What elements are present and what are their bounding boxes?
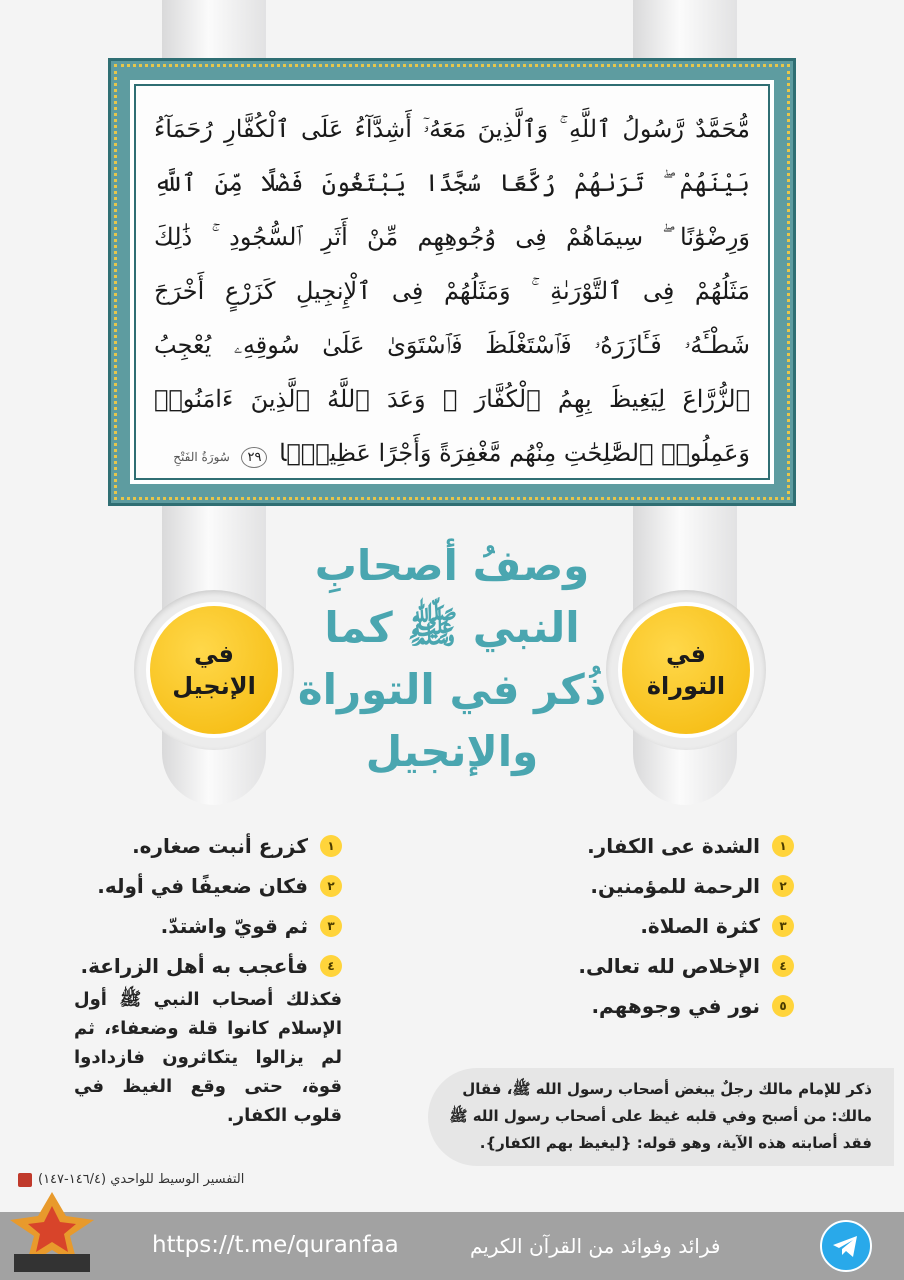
number-badge: ٣ [320, 915, 342, 937]
verse-line: وَرِضْوَٰنًا ۖ سِيمَاهُمْ فِى وُجُوهِهِم مِّنْ أَثَرِ ٱلسُّجُودِ ۚ ذَٰلِكَ [154, 223, 750, 251]
number-badge: ٥ [772, 995, 794, 1017]
verse-line: بَيْنَهُمْ ۖ تَرَىٰهُمْ رُكَّعًا سُجَّدًا يَبْتَغُونَ فَضْلًا مِّنَ ٱللَّهِ [154, 169, 750, 197]
source-text: التفسير الوسيط للواحدي (١٤٦/٤-١٤٧) [38, 1172, 245, 1187]
verse-line: شَطْـَٔهُۥ فَـَٔازَرَهُۥ فَٱسْتَغْلَظَ فَٱسْتَوَىٰ عَلَىٰ سُوقِهِۦ يُعْجِبُ [154, 331, 750, 359]
title-line: ذُكر في التوراة [297, 665, 607, 714]
title-line: النبي ﷺ كما [324, 603, 580, 652]
list-item [494, 826, 794, 866]
injil-badge-line: الإنجيل [172, 672, 256, 700]
note-line: فقد أصابته هذه الآية، وهو قوله: {ليغيظ بهم الكفار}. [479, 1134, 872, 1152]
verse-line: مَثَلُهُمْ فِى ٱلتَّوْرَىٰةِ ۚ وَمَثَلُهُمْ فِى ٱلْإِنجِيلِ كَزَرْعٍ أَخْرَجَ [154, 277, 750, 305]
torah-badge-line: في [666, 640, 706, 668]
list-item [72, 906, 342, 946]
number-badge: ٢ [320, 875, 342, 897]
arab-defense-forum-logo [4, 1186, 100, 1276]
title-line: وصفُ أصحابِ [314, 541, 590, 590]
verse-last-line [154, 426, 750, 485]
verse-frame [108, 58, 796, 506]
list-item-text: فكان ضعيفًا في أوله. [97, 874, 308, 898]
title-line: والإنجيل [365, 727, 539, 776]
list-item [72, 866, 342, 906]
number-badge: ١ [320, 835, 342, 857]
page-title [296, 535, 608, 783]
number-badge: ٤ [772, 955, 794, 977]
list-item-text: فأعجب به أهل الزراعة. [80, 954, 308, 978]
ayah-number-marker: ٢٩ [241, 447, 267, 468]
list-item-text: كثرة الصلاة. [640, 914, 760, 938]
number-badge: ٤ [320, 955, 342, 977]
source-citation [18, 1172, 244, 1187]
torah-list [494, 826, 794, 1026]
injil-explanation: فكذلك أصحاب النبي ﷺ أول الإسلام كانوا قلة وضعفاء، ثم لم يزالوا يتكاثرون فازدادوا قوة، حتى وقع الغيظ في قلوب الكفار. [74, 989, 342, 1126]
list-item [72, 826, 342, 866]
list-item [494, 986, 794, 1026]
torah-badge [618, 602, 754, 738]
verse-line: وَعَمِلُوا۟ ٱلصَّٰلِحَٰتِ مِنْهُم مَّغْفِرَةً وَأَجْرًا عَظِيمًۢا [279, 439, 750, 467]
sura-name: سُورَةُ الفَتْحِ [173, 450, 230, 464]
telegram-link[interactable]: https://t.me/quranfaa [152, 1232, 399, 1258]
telegram-icon[interactable] [820, 1220, 872, 1272]
list-item [494, 946, 794, 986]
verse-line: مُّحَمَّدٌ رَّسُولُ ٱللَّهِ ۚ وَٱلَّذِينَ مَعَهُۥٓ أَشِدَّآءُ عَلَى ٱلْكُفَّارِ رُحَمَآءُ [154, 115, 750, 143]
note-line: ذكر للإمام مالك رجلٌ يبغض أصحاب رسول الله ﷺ، فقال [462, 1080, 872, 1098]
channel-name: فرائد وفوائد من القرآن الكريم [470, 1234, 721, 1258]
injil-list [72, 826, 342, 986]
list-item-text: ثم قويّ واشتدّ. [160, 914, 308, 938]
injil-badge [146, 602, 282, 738]
injil-badge-line: في [194, 640, 234, 668]
injil-circle [134, 590, 294, 750]
note-text [442, 1076, 872, 1157]
list-item [494, 866, 794, 906]
list-item-text: الرحمة للمؤمنين. [590, 874, 760, 898]
list-item-text: نور في وجوههم. [591, 994, 760, 1018]
footer-bar [0, 1212, 904, 1280]
verse-line: ٱلزُّرَّاعَ لِيَغِيظَ بِهِمُ ٱلْكُفَّارَ ۗ وَعَدَ ٱللَّهُ ٱلَّذِينَ ءَامَنُوا۟ [154, 385, 750, 413]
verse-frame-inner [134, 84, 770, 480]
list-item [72, 946, 342, 986]
torah-badge-line: التوراة [646, 672, 726, 700]
list-item-text: الإخلاص لله تعالى. [578, 954, 760, 978]
list-item-text: كزرع أنبت صغاره. [132, 834, 308, 858]
book-icon [18, 1173, 32, 1187]
list-item [494, 906, 794, 946]
quran-verse [154, 102, 750, 485]
number-badge: ٢ [772, 875, 794, 897]
note-line: مالك: من أصبح وفي قلبه غيظ على أصحاب رسول الله ﷺ [449, 1107, 872, 1125]
number-badge: ١ [772, 835, 794, 857]
list-item-text: الشدة عى الكفار. [587, 834, 760, 858]
number-badge: ٣ [772, 915, 794, 937]
imam-malik-note [428, 1068, 894, 1166]
torah-circle [606, 590, 766, 750]
